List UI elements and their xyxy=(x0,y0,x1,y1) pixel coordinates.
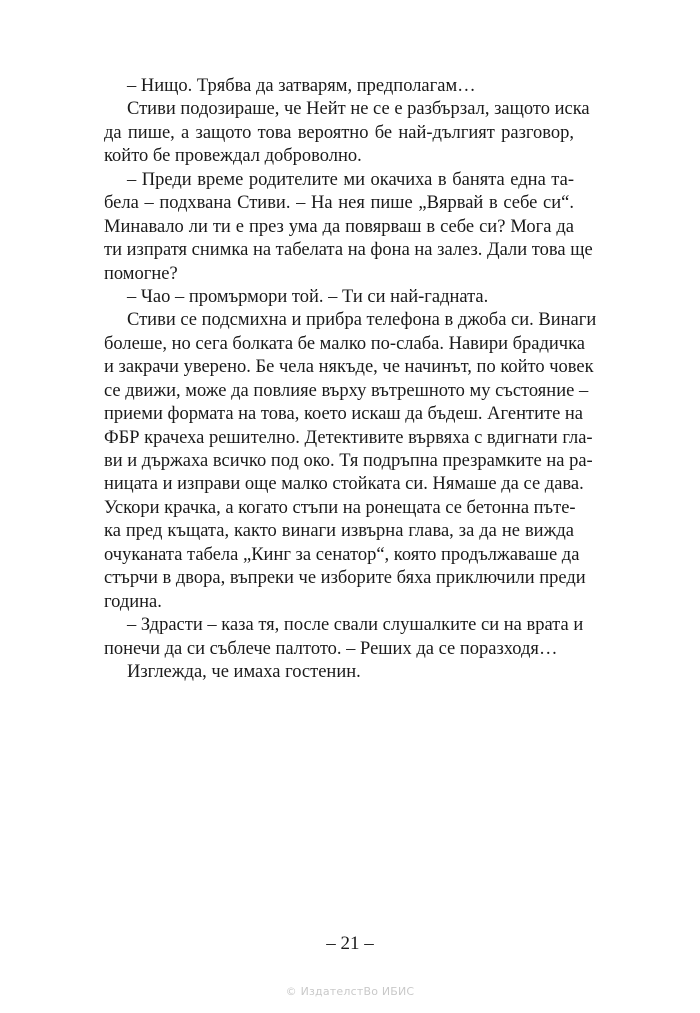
text-line: година. xyxy=(104,591,162,612)
text-line: болеше, но сега болката бе малко по-слаба. Навири брадичка xyxy=(104,333,585,354)
text-line: – Здрасти – каза тя, после свали слушалките си на врата и xyxy=(127,615,584,636)
text-line: който бе провеждал доброволно. xyxy=(104,146,362,167)
text-line: се движи, може да повлияе върху вътрешното му състояние – xyxy=(104,380,589,401)
text-line: приеми формата на това, което искаш да бъдеш. Агентите на xyxy=(104,404,584,425)
text-line: – Преди време родителите ми окачиха в банята една та- xyxy=(127,169,574,190)
text-line: ницата и изправи още малко стойката си. Нямаше да се дава. xyxy=(104,474,584,495)
text-line: и закрачи уверено. Бе чела някъде, че начинът, по който човек xyxy=(104,357,594,378)
text-line: – Чао – промърмори той. – Ти си най-гадната. xyxy=(127,286,489,307)
text-line: Стиви подозираше, че Нейт не се е разбързал, защото иска xyxy=(127,99,590,120)
text-line: бела – подхвана Стиви. – На нея пише „Вярвай в себе си“. xyxy=(104,193,574,214)
text-line: очуканата табела „Кинг за сенатор“, която продължаваше да xyxy=(104,544,580,565)
page-number: – 21 – xyxy=(326,933,374,954)
text-line: Стиви се подсмихна и прибра телефона в джоба си. Винаги xyxy=(127,310,597,331)
text-line: ФБР крачеха решително. Детективите вървяха с вдигнати гла- xyxy=(104,427,593,448)
text-line: понечи да си съблече палтото. – Реших да се поразходя… xyxy=(104,638,558,659)
text-line: ти изпратя снимка на табелата на фона на залез. Дали това ще xyxy=(104,240,593,261)
publisher-footer: © ИздателстВо ИБИС xyxy=(285,985,415,998)
text-line: да пише, а защото това вероятно бе най-дългият разговор, xyxy=(104,122,574,143)
text-line: Изглежда, че имаха гостенин. xyxy=(127,661,361,682)
text-line: ка пред къщата, както винаги извърна глава, за да не вижда xyxy=(104,521,574,542)
body-text xyxy=(104,75,597,684)
text-line: помогне? xyxy=(104,263,178,284)
text-line: Минавало ли ти е през ума да повярваш в себе си? Мога да xyxy=(104,216,574,237)
text-line: ви и държаха всичко под око. Тя подръпна презрамките на ра- xyxy=(104,451,593,471)
text-line: Ускори крачка, а когато стъпи на ронещата се бетонна пъте- xyxy=(104,497,576,518)
text-line: стърчи в двора, въпреки че изборите бяха приключили преди xyxy=(104,568,586,589)
text-line: – Нищо. Трябва да затварям, предполагам… xyxy=(127,76,476,96)
